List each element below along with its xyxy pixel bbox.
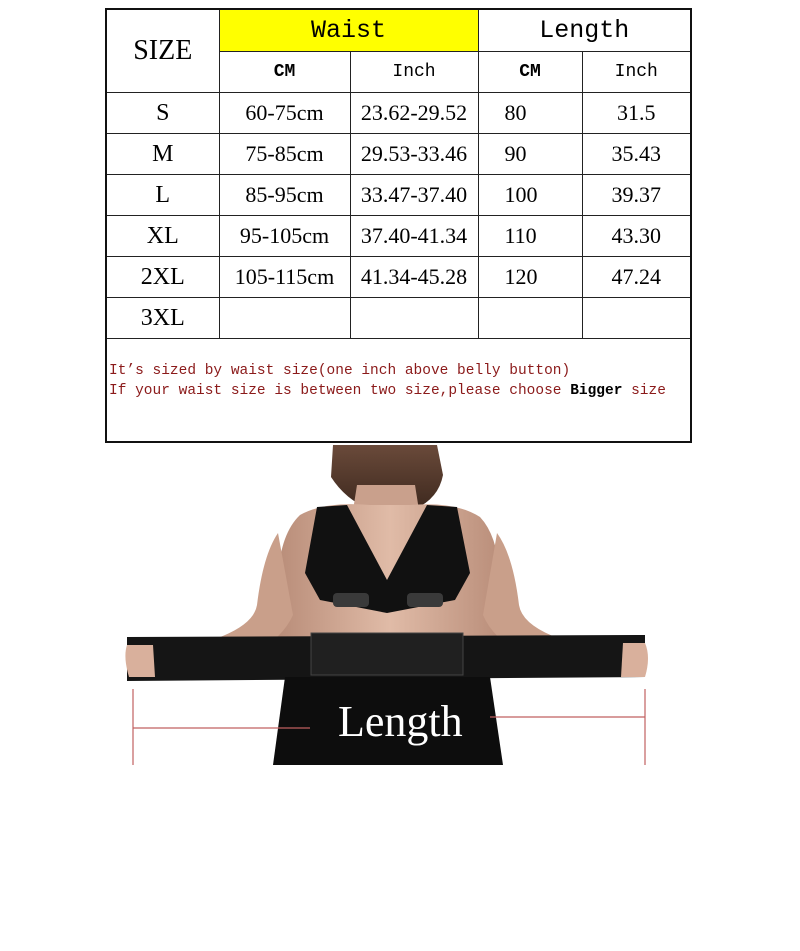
- size-cell: L: [106, 175, 219, 216]
- sizing-note: [106, 339, 691, 443]
- unit-length-inch: Inch: [582, 52, 691, 93]
- sizing-note-line2-suffix: size: [622, 383, 666, 399]
- size-chart-table: [105, 8, 692, 443]
- waist-cm-cell: 85-95cm: [219, 175, 350, 216]
- waist-cm-cell: [219, 298, 350, 339]
- size-cell: S: [106, 93, 219, 134]
- size-cell: M: [106, 134, 219, 175]
- size-cell: 2XL: [106, 257, 219, 298]
- length-cm-cell: 90: [478, 134, 582, 175]
- length-inch-cell: 43.30: [582, 216, 691, 257]
- length-inch-cell: 47.24: [582, 257, 691, 298]
- size-cell: XL: [106, 216, 219, 257]
- length-inch-cell: 31.5: [582, 93, 691, 134]
- waist-cm-cell: 105-115cm: [219, 257, 350, 298]
- waist-inch-cell: 33.47-37.40: [350, 175, 478, 216]
- length-cm-cell: 80: [478, 93, 582, 134]
- unit-waist-cm: CM: [219, 52, 350, 93]
- sizing-note-emphasis: Bigger: [570, 383, 623, 399]
- length-cm-cell: [478, 298, 582, 339]
- length-cm-cell: 110: [478, 216, 582, 257]
- brace-patch-left: [333, 593, 369, 607]
- table-row: [106, 257, 691, 298]
- right-hand-shape: [621, 643, 648, 677]
- belt-center-panel: [311, 633, 463, 675]
- waist-header: Waist: [219, 9, 478, 52]
- table-row: [106, 216, 691, 257]
- size-cell: 3XL: [106, 298, 219, 339]
- waist-inch-cell: 23.62-29.52: [350, 93, 478, 134]
- unit-waist-inch: Inch: [350, 52, 478, 93]
- waist-inch-cell: 29.53-33.46: [350, 134, 478, 175]
- sizing-note-line2-prefix: If your waist size is between two size,please choose: [109, 383, 571, 399]
- waist-cm-cell: 75-85cm: [219, 134, 350, 175]
- table-row: [106, 93, 691, 134]
- sizing-note-line1: It’s sized by waist size(one inch above belly button): [109, 363, 571, 379]
- table-row: [106, 298, 691, 339]
- waist-cm-cell: 95-105cm: [219, 216, 350, 257]
- unit-length-cm: CM: [478, 52, 582, 93]
- table-row: [106, 134, 691, 175]
- brace-patch-right: [407, 593, 443, 607]
- waist-inch-cell: [350, 298, 478, 339]
- measure-length-label: Length: [338, 697, 463, 746]
- length-cm-cell: 100: [478, 175, 582, 216]
- table-row: [106, 175, 691, 216]
- length-inch-cell: [582, 298, 691, 339]
- waist-inch-cell: 41.34-45.28: [350, 257, 478, 298]
- sizing-note-line2: [109, 381, 690, 401]
- left-hand-shape: [125, 645, 155, 677]
- length-inch-cell: 39.37: [582, 175, 691, 216]
- length-cm-cell: 120: [478, 257, 582, 298]
- waist-inch-cell: 37.40-41.34: [350, 216, 478, 257]
- length-header: Length: [478, 9, 691, 52]
- waist-cm-cell: 60-75cm: [219, 93, 350, 134]
- length-inch-cell: 35.43: [582, 134, 691, 175]
- size-header: SIZE: [106, 9, 219, 93]
